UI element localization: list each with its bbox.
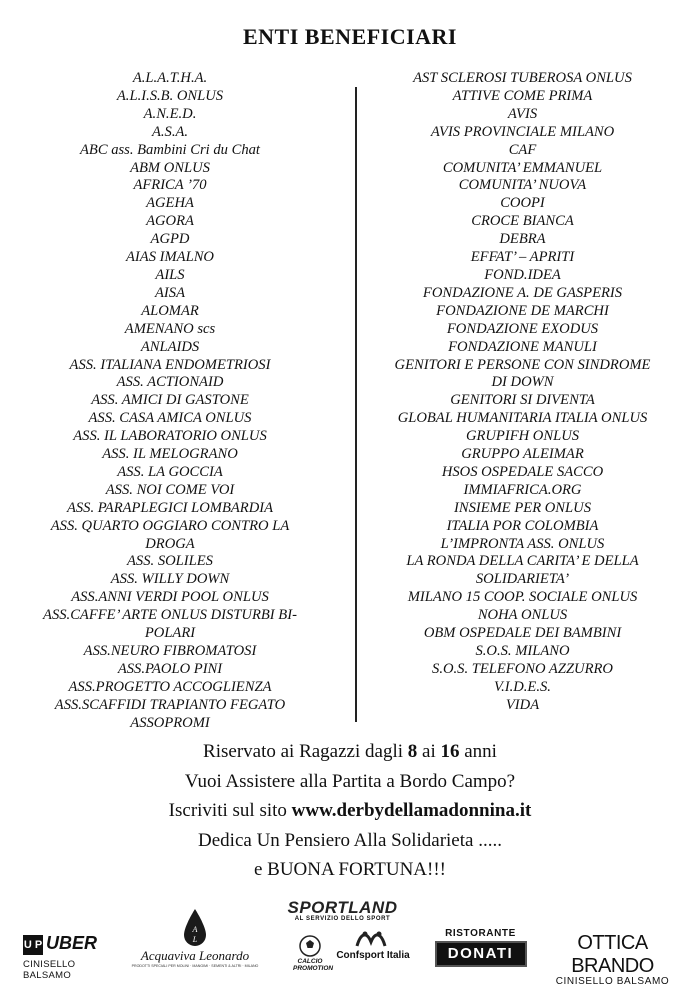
uber-logo-subtitle: CINISELLO BALSAMO [23, 959, 76, 981]
ottica-brando-subtitle: CINISELLO BALSAMO [555, 976, 670, 987]
uber-logo-box: U P [23, 935, 43, 955]
age-line-suffix: anni [459, 741, 497, 762]
beneficiary-entry: GRUPPO ALEIMAR [461, 446, 584, 463]
ottica-brando-logo [545, 932, 680, 987]
sportland-tagline: AL SERVIZIO DELLO SPORT [294, 916, 391, 922]
beneficiary-entry: AILS [155, 266, 185, 283]
beneficiary-entry: GRUPIFH ONLUS [465, 428, 580, 445]
beneficiary-entry: ASS. IL MELOGRANO [102, 446, 238, 463]
info-block [0, 737, 700, 885]
water-drop-icon [182, 908, 208, 948]
beneficiary-entry: GENITORI SI DIVENTA [450, 392, 595, 409]
signup-prefix: Iscriviti sul sito [168, 800, 292, 822]
beneficiary-entry: ASS. WILLY DOWN [110, 571, 230, 588]
age-line [0, 737, 700, 767]
beneficiary-entry: OBM OSPEDALE DEI BAMBINI [423, 625, 622, 642]
ottica-brando-name: OTTICA BRANDO [571, 932, 654, 977]
confsport-label: Confsport Italia [336, 950, 410, 961]
beneficiary-entry: A.N.E.D. [143, 105, 197, 122]
beneficiary-entry: ASS. PARAPLEGICI LOMBARDIA [66, 499, 274, 516]
beneficiary-entry: ASS.CAFFE’ ARTE ONLUS DISTURBI BI- POLARI [43, 607, 297, 642]
beneficiary-entry: ITALIA POR COLOMBIA [446, 517, 599, 534]
beneficiary-entry: AMENANO scs [124, 320, 216, 337]
sportland-logo [275, 898, 410, 978]
beneficiary-entry: AVIS [507, 105, 538, 122]
beneficiary-entry: CROCE BIANCA [471, 213, 574, 230]
beneficiary-entry: AISA [155, 284, 185, 301]
beneficiary-entry: FONDAZIONE A. DE GASPERIS [422, 284, 623, 301]
beneficiary-entry: ASS. QUARTO OGGIARO CONTRO LA DROGA [50, 517, 290, 552]
beneficiary-entry: ABC ass. Bambini Cri du Chat [79, 141, 260, 158]
beneficiary-entry: LA RONDA DELLA CARITA’ E DELLA SOLIDARIETA’ [406, 553, 639, 588]
beneficiary-entry: ASS.ANNI VERDI POOL ONLUS [71, 589, 269, 606]
beneficiary-entry: ASS. AMICI DI GASTONE [91, 392, 249, 409]
beneficiary-entry: AIAS IMALNO [126, 249, 214, 266]
beneficiary-entry: AGORA [146, 213, 194, 230]
good-luck-line: e BUONA FORTUNA!!! [253, 859, 446, 881]
beneficiary-entry: ASS.PROGETTO ACCOGLIENZA [68, 678, 272, 695]
age-line-prefix: Riservato ai Ragazzi dagli [203, 741, 408, 762]
sportland-brand: SPORTLAND [287, 898, 398, 917]
calcio-promotion-label: CALCIO PROMOTION [293, 958, 334, 972]
beneficiaries-right-column [350, 70, 695, 715]
beneficiary-entry: INSIEME PER ONLUS [453, 499, 591, 516]
beneficiary-entry: EFFAT’ – APRITI [470, 249, 575, 266]
beneficiary-entry: FONDAZIONE DE MARCHI [436, 302, 609, 319]
beneficiaries-left-column [0, 70, 340, 733]
beneficiary-entry: ASS. NOI COME VOI [105, 481, 235, 498]
beneficiary-entry: VIDA [505, 696, 540, 713]
beneficiary-entry: A.L.A.T.H.A. [132, 70, 208, 86]
sponsor-logos [0, 890, 700, 987]
beneficiary-entry: ASS. ACTIONAID [116, 374, 224, 391]
beneficiary-entry: ANLAIDS [140, 338, 200, 355]
beneficiary-entry: COMUNITA’ EMMANUEL [442, 159, 603, 176]
beneficiary-entry: MILANO 15 COOP. SOCIALE ONLUS [407, 589, 638, 606]
beneficiary-entry: ASSOPROMI [130, 714, 210, 731]
beneficiary-entry: ABM ONLUS [130, 159, 210, 176]
beneficiary-entry: A.S.A. [151, 123, 189, 140]
beneficiary-entry: AST SCLEROSI TUBEROSA ONLUS [413, 70, 632, 86]
beneficiary-entry: S.O.S. TELEFONO AZZURRO [432, 660, 613, 677]
svg-text:A: A [192, 925, 198, 934]
page-title: ENTI BENEFICIARI [243, 24, 457, 49]
question-line: Vuoi Assistere alla Partita a Bordo Campo? [184, 770, 516, 792]
beneficiary-entry: AVIS PROVINCIALE MILANO [430, 123, 615, 140]
beneficiary-entry: AGPD [150, 231, 190, 248]
beneficiary-entry: DEBRA [499, 231, 546, 248]
beneficiary-entry: ASS. ITALIANA ENDOMETRIOSI [69, 356, 271, 373]
beneficiary-entry: ATTIVE COME PRIMA [452, 87, 593, 104]
age-line-middle: ai [417, 741, 441, 762]
acquaviva-logo-fineprint: PRODOTTI SPECIALI PER MOLINI · MANGIMI · SEMENTI & ALTRI · MILANO [131, 964, 259, 968]
beneficiary-entry: ASS.SCAFFIDI TRAPIANTO FEGATO [54, 696, 286, 713]
uber-logo-name: UBER [46, 933, 98, 953]
beneficiary-entry: ASS. CASA AMICA ONLUS [88, 410, 252, 427]
soccer-ball-icon [293, 926, 327, 960]
beneficiary-entry: AFRICA ’70 [133, 177, 207, 194]
ristorante-label: RISTORANTE [445, 928, 516, 939]
confsport-icon [355, 928, 391, 950]
beneficiary-entry: AGEHA [146, 195, 194, 212]
beneficiary-entry: L’IMPRONTA ASS. ONLUS [440, 535, 605, 552]
beneficiary-entry: ASS.PAOLO PINI [117, 660, 223, 677]
beneficiary-entry: V.I.D.E.S. [494, 678, 551, 695]
beneficiary-entry: COMUNITA’ NUOVA [458, 177, 587, 194]
beneficiary-entry: ASS. SOLILES [127, 553, 213, 570]
beneficiary-entry: FONDAZIONE EXODUS [446, 320, 599, 337]
beneficiary-entry: ASS.NEURO FIBROMATOSI [83, 643, 257, 659]
beneficiary-entry: ASS. LA GOCCIA [117, 463, 223, 480]
svg-text:L: L [192, 935, 198, 944]
beneficiary-entry: CAF [508, 141, 537, 158]
beneficiary-entry: ASS. IL LABORATORIO ONLUS [73, 428, 267, 445]
acquaviva-logo-name: Acquaviva Leonardo [140, 948, 250, 963]
website-link[interactable]: www.derbydellamadonnina.it [291, 800, 532, 822]
beneficiary-entry: GENITORI E PERSONE CON SINDROME DI DOWN [394, 356, 651, 391]
beneficiary-entry: HSOS OSPEDALE SACCO [441, 463, 604, 480]
beneficiary-entry: IMMIAFRICA.ORG [463, 481, 582, 498]
acquaviva-logo [130, 908, 260, 978]
donati-name: DONATI [435, 941, 527, 967]
beneficiary-entry: FONDAZIONE MANULI [448, 338, 597, 355]
signup-line [0, 796, 700, 826]
beneficiary-entry: NOHA ONLUS [477, 607, 568, 624]
beneficiary-entry: GLOBAL HUMANITARIA ITALIA ONLUS [397, 410, 648, 427]
beneficiary-entry: ALOMAR [141, 302, 199, 319]
ristorante-donati-logo [433, 928, 528, 978]
beneficiary-entry: A.L.I.S.B. ONLUS [116, 87, 224, 104]
beneficiary-entry: FOND.IDEA [484, 266, 561, 283]
dedication-line: Dedica Un Pensiero Alla Solidarieta ..... [198, 829, 502, 851]
age-min: 8 [407, 741, 418, 762]
age-max: 16 [440, 741, 460, 762]
beneficiary-entry: COOPI [500, 195, 545, 212]
uber-logo [20, 933, 120, 981]
beneficiary-entry: S.O.S. MILANO [475, 643, 570, 659]
